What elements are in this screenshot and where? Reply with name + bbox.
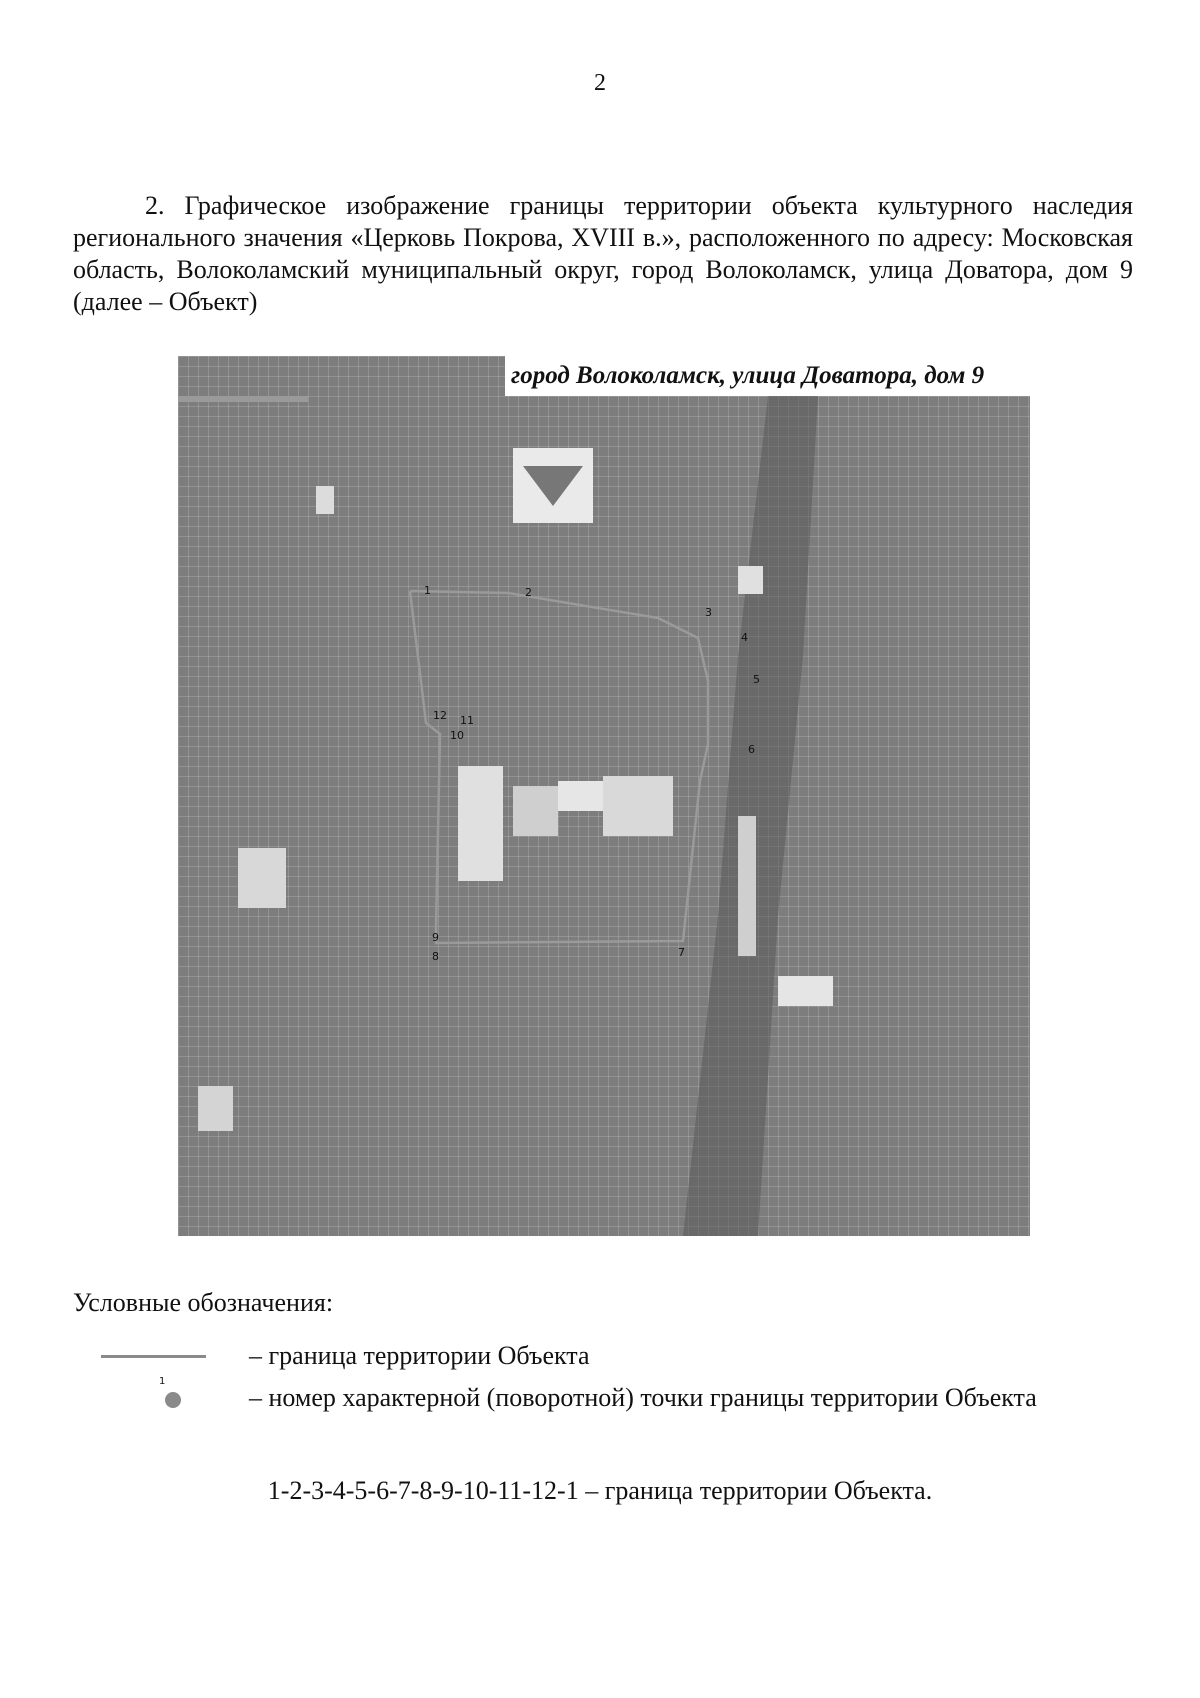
point-symbol [101, 1376, 211, 1416]
point-label: 10 [450, 729, 464, 742]
building-patch [198, 1086, 233, 1131]
point-label: 3 [705, 606, 712, 619]
legend-point-label: – номер характерной (поворотной) точки границы территории Объекта [249, 1383, 1037, 1412]
boundary-line-symbol [101, 1338, 211, 1374]
building-patch [458, 766, 503, 881]
point-label: 6 [748, 743, 755, 756]
point-label: 1 [424, 584, 431, 597]
boundary-summary: 1-2-3-4-5-6-7-8-9-10-11-12-1 – граница территории Объекта. [267, 1476, 933, 1505]
point-label: 5 [753, 673, 760, 686]
description-paragraph: 2. Графическое изображение границы территории объекта культурного наследия регионального значения «Церковь Покрова, XVIII в.», расположенного по адресу: Московская область, Волоколамский муниципальный округ, город Волоколамск, улица Доватора, дом 9 (далее – Объект) [73, 191, 1133, 316]
boundary-line [410, 591, 708, 943]
point-label: 4 [741, 631, 748, 644]
point-label: 2 [525, 586, 532, 599]
building-patch [513, 786, 558, 836]
point-label: 9 [432, 931, 439, 944]
point-label: 8 [432, 950, 439, 963]
point-label: 7 [678, 946, 685, 959]
page-number: 2 [594, 70, 606, 96]
building-patch [778, 976, 833, 1006]
building-patch [316, 486, 334, 514]
point-label: 11 [460, 714, 474, 727]
legend-boundary-row [73, 1338, 1153, 1374]
legend-title: Условные обозначения: [73, 1288, 334, 1317]
point-symbol-number: 1 [159, 1376, 166, 1387]
building-patch [738, 566, 763, 594]
point-label: 12 [433, 709, 447, 722]
building-patch [178, 396, 308, 402]
building-patch [558, 781, 603, 811]
legend-point-row [73, 1376, 1153, 1416]
aerial-map [178, 356, 1030, 1236]
building-patch [238, 848, 286, 908]
building-patch [738, 816, 756, 956]
legend-boundary-label: – граница территории Объекта [249, 1341, 590, 1370]
building-patch [603, 776, 673, 836]
map-title: город Волоколамск, улица Доватора, дом 9 [505, 356, 1030, 396]
point-dot-icon [165, 1392, 181, 1408]
map-imagery [178, 356, 1030, 1236]
